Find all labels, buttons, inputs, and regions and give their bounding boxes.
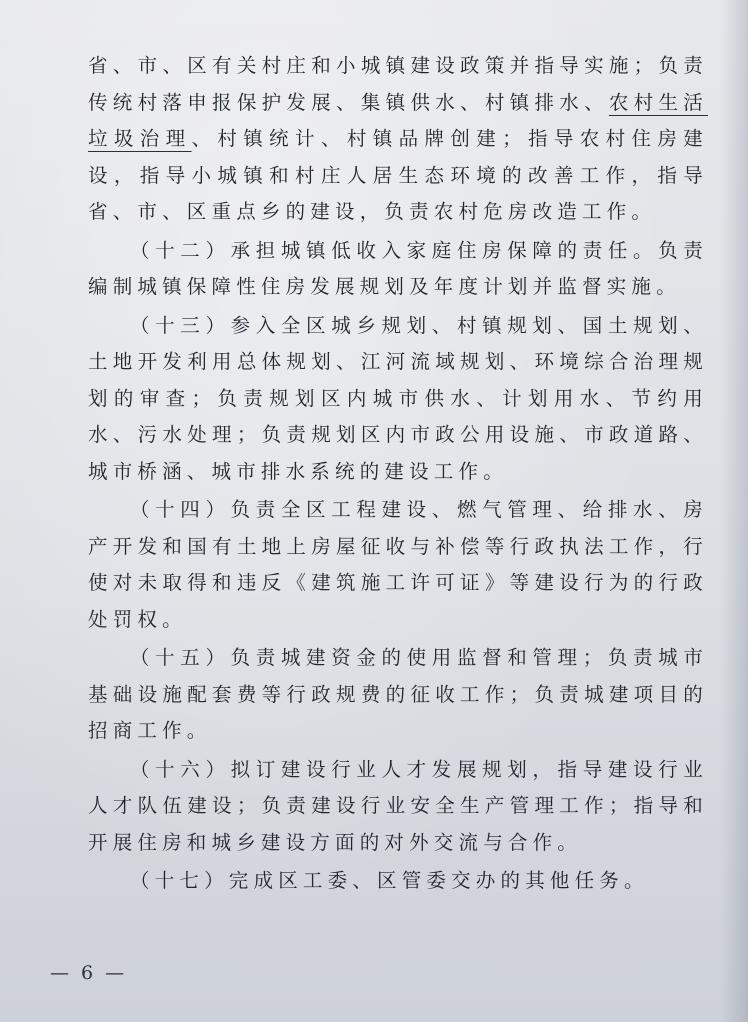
paragraph-item-15 [88,640,708,750]
paragraph-item-13 [88,308,708,491]
page-number: — 6 — [50,962,128,984]
paragraph-1 [88,48,708,231]
document-body [88,48,708,902]
paragraph-1-part-3: 、村镇统计、村镇品牌创建；指导农村住房建设，指导小城镇和村庄人居生态环境的改善工作，指导省、市、区重点乡的建设，负责农村危房改造工作。 [88,127,708,223]
paragraph-item-16 [88,752,708,862]
paragraph-item-14 [88,492,708,638]
underlined-phrase: 农村生活垃圾治理 [88,90,708,150]
paragraph-item-14-text: （十四）负责全区工程建设、燃气管理、给排水、房产开发和国有土地上房屋征收与补偿等行政执法工作，行使对未取得和违反《建筑施工许可证》等建设行为的行政处罚权。 [88,498,708,631]
paragraph-item-16-text: （十六）拟订建设行业人才发展规划，指导建设行业人才队伍建设；负责建设行业安全生产管理工作；指导和开展住房和城乡建设方面的对外交流与合作。 [88,757,708,854]
paragraph-item-17 [88,863,708,900]
paragraph-1-part-1: 省、市、区有关村庄和小城镇建设政策并指导实施；负责传统村落申报保护发展、集镇供水、村镇排水、 [88,54,708,114]
paragraph-item-12-text: （十二）承担城镇低收入家庭住房保障的责任。负责编制城镇保障性住房发展规划及年度计划并监督实施。 [88,238,708,298]
paragraph-item-15-text: （十五）负责城建资金的使用监督和管理；负责城市基础设施配套费等行政规费的征收工作；负责城建项目的招商工作。 [88,646,708,742]
paragraph-item-17-text: （十七）完成区工委、区管委交办的其他任务。 [130,869,649,892]
paragraph-item-13-text: （十三）参入全区城乡规划、村镇规划、国土规划、土地开发利用总体规划、江河流域规划、环境综合治理规划的审查；负责规划区内城市供水、计划用水、节约用水、污水处理；负责规划区内市政公用设施、市政道路、城市桥涵、城市排水系统的建设工作。 [88,313,708,483]
paragraph-item-12 [88,233,708,306]
